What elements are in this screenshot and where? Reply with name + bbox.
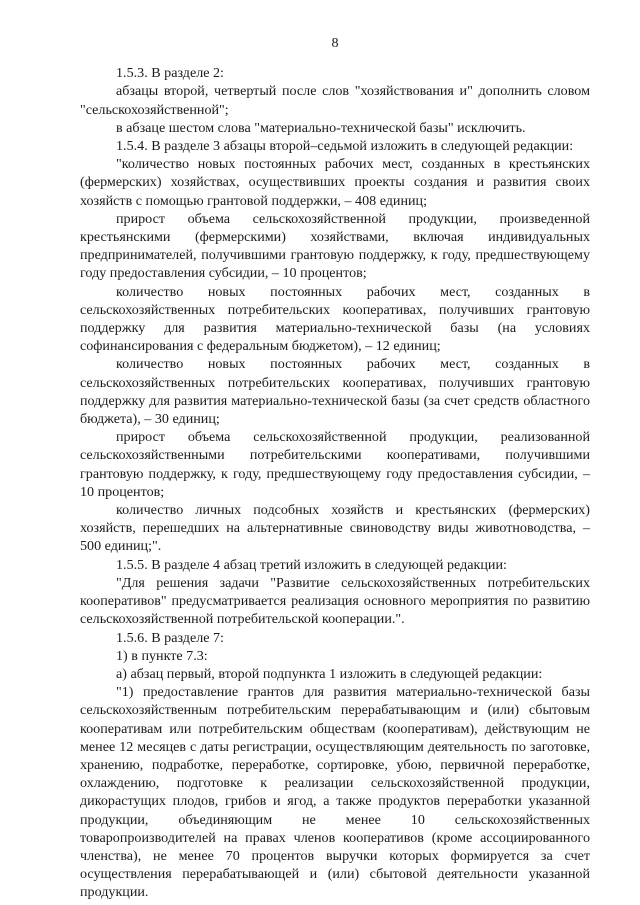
paragraph: прирост объема сельскохозяйственной продукции, произведенной крестьянскими (фермерскими) хозяйствами, включая индивидуальных предпринимателей, получившими грантовую поддержку, к году, предшествующему году предоставления субсидии, – 10 процентов; — [80, 210, 590, 282]
paragraph: прирост объема сельскохозяйственной продукции, реализованной сельскохозяйственными потребительскими кооперативами, получившими грантовую поддержку, к году, предшествующему году предоставления субсидии, – 10 процентов; — [80, 429, 590, 500]
paragraph: количество личных подсобных хозяйств и крестьянских (фермерских) хозяйств, перешедших на альтернативные свиноводству виды животноводства, – 500 единиц;". — [80, 502, 590, 555]
document-body — [80, 64, 590, 901]
paragraph: количество новых постоянных рабочих мест, созданных в сельскохозяйственных потребительских кооперативах, получивших грантовую поддержку для развития материально-технической базы (на условиях софинансирования с федеральным бюджетом), – 12 единиц; — [80, 283, 590, 355]
paragraph-1-5-6: 1.5.6. В разделе 7: — [116, 629, 224, 646]
paragraph-1-5-3: 1.5.3. В разделе 2: — [116, 65, 224, 82]
paragraph-1-5-5: 1.5.5. В разделе 4 абзац третий изложить в следующей редакции: — [116, 556, 507, 573]
paragraph: "1) предоставление грантов для развития материально-технической базы сельскохозяйственным потребительским перерабатывающим и (или) сбытовым кооперативам или потребительским обществам (кооперативам), действующим не менее 12 месяцев с даты регистрации, осуществляющим деятельность по заготовке, хранению, подработке, переработке, сортировке, убою, первичной переработке, охлаждению, подготовке к реализации сельскохозяйственной продукции, дикорастущих плодов, грибов и ягод, а также продуктов переработки указанной продукции, объединяющим не менее 10 сельскохозяйственных товаропроизводителей на правах членов кооперативов (кроме ассоциированного членства), не менее 70 процентов выручки которых формируется за счет осуществления перерабатывающей и (или) сбытовой деятельности указанной продукции. — [80, 684, 590, 901]
paragraph: в абзаце шестом слова "материально-технической базы" исключить. — [116, 119, 526, 136]
paragraph: количество новых постоянных рабочих мест, созданных в сельскохозяйственных потребительских кооперативах, получивших грантовую поддержку для развития материально-технической базы (за счет средств областного бюджета), – 30 единиц; — [80, 356, 590, 428]
paragraph: "Для решения задачи "Развитие сельскохозяйственных потребительских кооперативов" предусматривается реализация основного мероприятия по развитию сельскохозяйственной потребительской кооперации.". — [80, 574, 590, 628]
page-number: 8 — [331, 35, 339, 51]
paragraph: а) абзац первый, второй подпункта 1 изложить в следующей редакции: — [116, 665, 543, 682]
paragraph: "количество новых постоянных рабочих мест, созданных в крестьянских (фермерских) хозяйствах, осуществивших проекты создания и развития своих хозяйств с помощью грантовой поддержки, – 408 единиц; — [80, 156, 590, 209]
paragraph: абзацы второй, четвертый после слов "хозяйствования и" дополнить словом "сельскохозяйственной"; — [80, 83, 590, 118]
paragraph-1-5-4: 1.5.4. В разделе 3 абзацы второй–седьмой изложить в следующей редакции: — [116, 138, 574, 155]
paragraph: 1) в пункте 7.3: — [116, 647, 208, 664]
